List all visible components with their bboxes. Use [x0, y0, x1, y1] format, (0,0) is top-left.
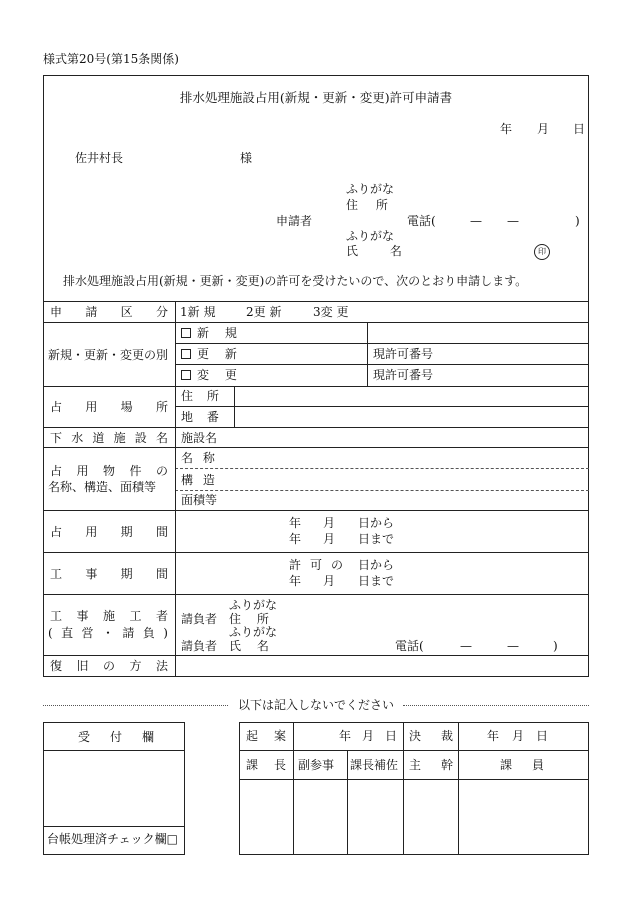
work-period-from: 日から	[358, 558, 395, 572]
permit-number-label-2: 現許可番号	[373, 368, 434, 382]
intro-text: 排水処理施設占用(新規・更新・変更)の許可を受けたいので、次のとおり申請します。	[63, 274, 528, 288]
period-to-day: 日まで	[358, 532, 395, 546]
date-month: 月	[537, 122, 550, 136]
period-from-day: 日から	[358, 516, 395, 530]
table-line	[43, 322, 589, 323]
checkbox-icon[interactable]	[181, 349, 191, 359]
contractor-phone-sep-1: —	[460, 639, 472, 653]
separator-right	[403, 705, 589, 706]
checkbox-renew[interactable]: 更 新	[181, 347, 237, 361]
applicant-label: 申請者	[276, 214, 313, 228]
place-label: 占 用 場 所	[50, 400, 168, 414]
table-line	[43, 655, 589, 656]
seal-mark: 印	[534, 244, 550, 260]
ledger-check-label[interactable]: 台帳処理済チェック欄□	[47, 832, 178, 846]
label-column-line	[175, 301, 176, 677]
approval-col	[458, 750, 459, 855]
approval-line	[239, 750, 589, 751]
contractor-furigana-2: ふりがな	[229, 625, 278, 639]
object-name-label: 名 称	[181, 451, 215, 465]
form-number: 様式第20号(第15条関係)	[43, 52, 179, 66]
facility-name-label: 施設名	[181, 431, 218, 445]
role-section-chief: 課 長	[246, 758, 286, 772]
contractor-furigana-1: ふりがな	[229, 598, 278, 612]
checkbox-change[interactable]: 変 更	[181, 368, 237, 382]
role-assistant-chief: 課長補佐	[350, 758, 399, 772]
work-period-to: 日まで	[358, 574, 395, 588]
contractor-label-2: ( 直 営 ・ 請 負 )	[48, 626, 168, 640]
table-line	[43, 594, 589, 595]
contractor-phone-sep-2: —	[507, 639, 519, 653]
table-line	[43, 552, 589, 553]
separator-left	[43, 705, 228, 706]
approval-col	[293, 722, 294, 750]
role-deputy: 副参事	[298, 758, 335, 772]
object-label-1: 占 用 物 件 の	[50, 464, 168, 478]
work-period-month: 月	[323, 574, 336, 588]
object-label-2: 名称、構造、面積等	[48, 480, 157, 494]
object-structure-label: 構 造	[181, 473, 215, 487]
table-line	[43, 427, 589, 428]
reception-label: 受 付 欄	[78, 730, 154, 744]
office-notice: 以下は記入しないでください	[238, 698, 395, 712]
restore-label: 復 旧 の 方 法	[50, 659, 168, 673]
table-line	[175, 343, 589, 344]
approval-col	[347, 750, 348, 855]
category-option-3[interactable]: 3変 更	[313, 305, 349, 319]
period-label: 占 用 期 間	[50, 525, 168, 539]
category-label: 申 請 区 分	[50, 305, 168, 319]
applicant-address-label: 住 所	[346, 198, 388, 212]
draft-label: 起 案	[246, 729, 286, 743]
contractor-label-1: 工 事 施 工 者	[50, 609, 168, 623]
contractor-phone-close: )	[553, 639, 558, 653]
category-option-1[interactable]: 1新 規	[180, 305, 216, 319]
table-dashed-line	[175, 490, 589, 491]
work-period-year: 年	[289, 574, 302, 588]
approval-col	[403, 722, 404, 855]
checkbox-icon[interactable]	[181, 370, 191, 380]
contractor-label-a: 請負者	[181, 612, 218, 626]
draft-month: 月	[362, 729, 375, 743]
permit-number-label: 現許可番号	[373, 347, 434, 361]
page-title: 排水処理施設占用(新規・更新・変更)許可申請書	[179, 90, 453, 105]
reception-line	[43, 750, 185, 751]
role-supervisor: 主 幹	[409, 758, 453, 772]
approval-line	[239, 779, 589, 780]
period-to-month: 月	[323, 532, 336, 546]
honorific: 様	[240, 151, 253, 165]
phone-sep-1: —	[470, 214, 482, 228]
period-from-year: 年	[289, 516, 302, 530]
applicant-furigana-2: ふりがな	[346, 229, 395, 243]
contractor-name-label: 氏 名	[229, 639, 269, 653]
permit-column-line	[367, 322, 368, 386]
contractor-phone-label: 電話(	[395, 639, 424, 653]
phone-sep-2: —	[507, 214, 519, 228]
table-line	[43, 447, 589, 448]
type-label: 新規・更新・変更の別	[48, 348, 169, 362]
reception-line	[43, 826, 185, 827]
contractor-label-b: 請負者	[181, 639, 218, 653]
facility-label: 下 水 道 施 設 名	[50, 431, 168, 445]
draft-day: 日	[385, 729, 398, 743]
addressee: 佐井村長	[75, 151, 124, 165]
place-column-line	[234, 386, 235, 427]
table-line	[43, 386, 589, 387]
checkbox-new[interactable]: 新 規	[181, 326, 237, 340]
applicant-furigana: ふりがな	[346, 182, 395, 196]
object-area-label: 面積等	[181, 493, 218, 507]
table-line	[175, 364, 589, 365]
table-dashed-line	[175, 468, 589, 469]
place-lot-label: 地 番	[181, 410, 219, 424]
period-from-month: 月	[323, 516, 336, 530]
applicant-name-label: 氏 名	[346, 244, 402, 258]
decision-year: 年	[487, 729, 500, 743]
work-period-label: 工 事 期 間	[50, 567, 168, 581]
place-address-label: 住 所	[181, 389, 219, 403]
draft-year: 年	[339, 729, 352, 743]
form-frame	[43, 75, 589, 677]
table-line	[175, 406, 589, 407]
table-line	[43, 301, 589, 302]
table-line	[43, 510, 589, 511]
decision-day: 日	[536, 729, 549, 743]
date-year: 年	[500, 122, 513, 136]
period-to-year: 年	[289, 532, 302, 546]
date-day: 日	[573, 122, 586, 136]
role-staff: 課 員	[500, 758, 544, 772]
approval-col	[458, 722, 459, 750]
phone-close: )	[575, 214, 580, 228]
decision-month: 月	[512, 729, 525, 743]
decision-label: 決 裁	[409, 729, 453, 743]
category-option-2[interactable]: 2更 新	[246, 305, 282, 319]
work-period-permit: 許 可 の	[289, 558, 343, 572]
applicant-phone-label: 電話(	[407, 214, 436, 228]
approval-col	[293, 750, 294, 855]
checkbox-icon[interactable]	[181, 328, 191, 338]
contractor-address-label: 住 所	[229, 612, 269, 626]
